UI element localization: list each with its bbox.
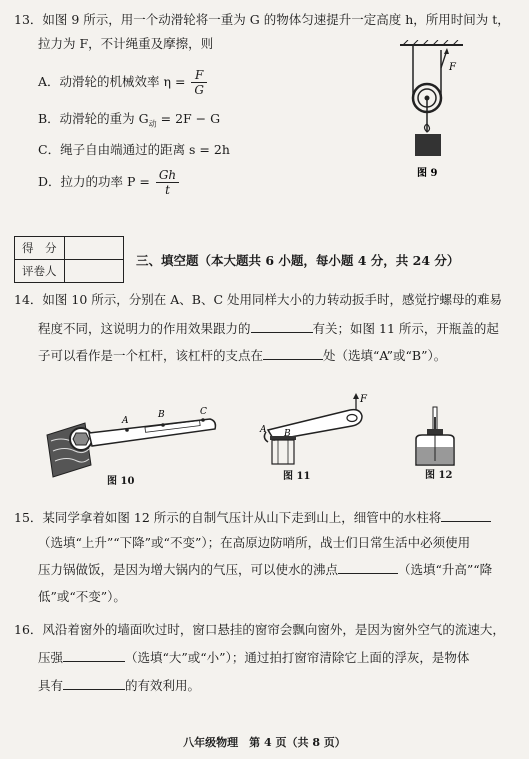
- q14-line3-text-a: 子可以看作是一个杠杆，该杠杆的支点在: [38, 348, 264, 363]
- q15-line1: [14, 509, 491, 526]
- q15-line3-text-b: （选填“升高”“降: [398, 562, 493, 577]
- q13-option-c: C．绳子自由端通过的距离 s = 2h: [38, 142, 230, 157]
- q13-option-a-fraction: [191, 68, 207, 97]
- fig10-point-a-label: A: [122, 416, 129, 426]
- fig11-point-b-label: B: [284, 429, 291, 439]
- fig11-force-label: F: [360, 394, 367, 405]
- q14-line2: [38, 320, 499, 337]
- q13-option-d-numerator: Gh: [156, 168, 179, 183]
- fig11-bottle: [272, 440, 294, 464]
- q16-line2-text-a: 压强: [38, 650, 64, 665]
- q15-line4: 低”或“不变”）。: [38, 589, 126, 604]
- q14-line3: [38, 347, 446, 364]
- q15-line3: [38, 561, 492, 578]
- fig10-point-c-label: C: [200, 407, 207, 417]
- q16-line2-text-b: （选填“大”或“小”）；通过拍打窗帘清除它上面的浮灰，是物体: [125, 650, 470, 665]
- q16-line3-text-a: 具有: [38, 678, 64, 693]
- q13-option-b: [38, 111, 220, 133]
- figure-11-bottle-opener: [248, 392, 383, 467]
- figure-9-pulley: [395, 40, 470, 180]
- q16-blank-1[interactable]: [63, 649, 125, 662]
- q13-option-b-subscript: 动: [148, 119, 157, 129]
- q16-line1: 16．风沿着窗外的墙面吹过时，窗口悬挂的窗帘会飘向窗外，是因为窗外空气的流速大，: [14, 622, 505, 637]
- score-label: 得 分: [15, 237, 65, 260]
- q13-option-d-text: D．拉力的功率 P =: [38, 174, 150, 189]
- q15-blank-1[interactable]: [441, 509, 491, 522]
- q14-line1: 14．如图 10 所示，分别在 A、B、C 处用同样大小的力转动扳手时，感觉拧螺母的难易: [14, 292, 502, 307]
- grader-label: 评卷人: [15, 260, 65, 283]
- fig10-wrench-handle: [89, 419, 215, 446]
- fig11-caption: 图 11: [283, 471, 311, 482]
- q14-line2-text-a: 程度不同，这说明力的作用效果跟力的: [38, 321, 251, 336]
- q15-line1-text: 15．某同学拿着如图 12 所示的自制气压计从山下走到山上，细管中的水柱将: [14, 510, 442, 525]
- q13-option-a-numerator: F: [191, 68, 207, 83]
- page-footer: 八年级物理 第 4 页（共 8 页）: [183, 736, 346, 749]
- fig11-point-a-label: A: [260, 425, 267, 435]
- q13-option-a-text: A．动滑轮的机械效率 η =: [38, 74, 186, 89]
- score-cell[interactable]: [64, 237, 123, 260]
- q15-line2: （选填“上升”“下降”或“不变”）；在高原边防哨所，战士们日常生活中必须使用: [38, 535, 471, 550]
- fig9-force-label: F: [449, 62, 456, 73]
- q16-line3: [38, 677, 200, 694]
- q16-line2: [38, 649, 469, 666]
- q13-option-a: [38, 68, 209, 97]
- q13-option-d-denominator: t: [165, 183, 170, 197]
- fig9-caption: 图 9: [417, 168, 438, 179]
- q14-line3-text-b: 处（选填“A”或“B”）。: [323, 348, 447, 363]
- q15-line3-text-a: 压力锅做饭，是因为增大锅内的气压，可以使水的沸点: [38, 562, 339, 577]
- fig11-opener-handle: [268, 410, 362, 440]
- grader-cell[interactable]: [64, 260, 123, 283]
- q14-blank-2[interactable]: [263, 347, 323, 360]
- q14-line2-text-b: 有关；如图 11 所示，开瓶盖的起: [312, 321, 499, 336]
- figure-12-barometer: [410, 405, 460, 470]
- q13-option-b-text: B．动滑轮的重为 G: [38, 111, 149, 126]
- q13-line1: 13．如图 9 所示，用一个动滑轮将一重为 G 的物体匀速提升一定高度 h，所用时间为 t，: [14, 12, 510, 27]
- q13-option-b-suffix: = 2F − G: [156, 111, 221, 126]
- q13-option-a-denominator: G: [194, 83, 205, 97]
- fig10-nut: [73, 433, 89, 445]
- fig12-caption: 图 12: [425, 470, 453, 481]
- q13-line2: 拉力为 F，不计绳重及摩擦，则: [38, 36, 214, 51]
- fig12-stopper: [427, 429, 443, 435]
- score-table: [14, 236, 124, 283]
- fig9-weight-block: [415, 134, 441, 156]
- q13-option-d-fraction: [156, 168, 179, 197]
- fig10-point-b-label: B: [158, 410, 165, 420]
- q14-blank-1[interactable]: [251, 320, 313, 333]
- q15-blank-2[interactable]: [338, 561, 398, 574]
- q13-option-d: [38, 168, 181, 197]
- section-3-title: 三、填空题（本大题共 6 小题，每小题 4 分，共 24 分）: [136, 253, 460, 268]
- fig10-caption: 图 10: [107, 476, 135, 487]
- q16-blank-2[interactable]: [63, 677, 125, 690]
- q16-line3-text-b: 的有效利用。: [125, 678, 201, 693]
